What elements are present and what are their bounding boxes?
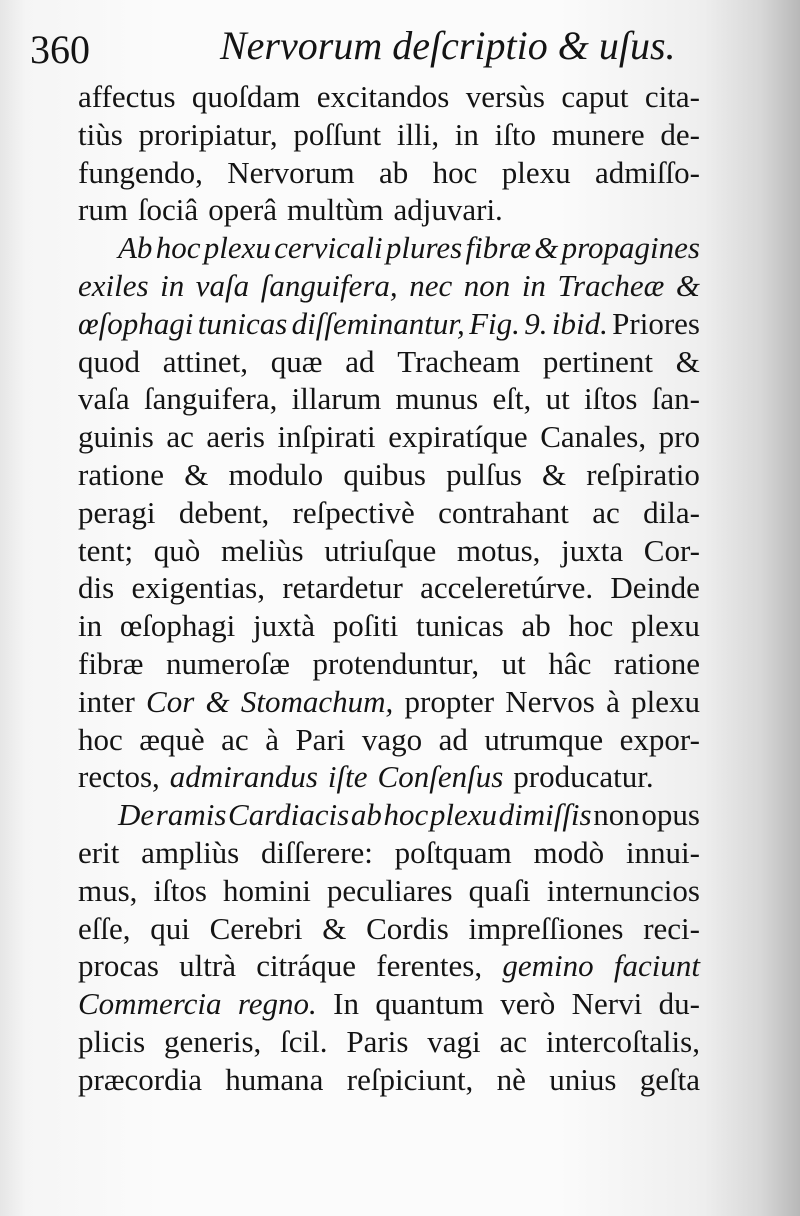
word: multùm	[287, 192, 384, 228]
word: ab	[378, 154, 409, 190]
word: propter	[404, 683, 495, 719]
word: illarum	[291, 381, 382, 417]
word: Pari	[295, 721, 346, 757]
word: ut	[501, 645, 526, 681]
word: motus,	[456, 532, 541, 568]
word: poſſunt	[293, 116, 382, 152]
text-line	[78, 1023, 700, 1061]
italic-word: ramis	[155, 797, 227, 833]
word: homini	[223, 872, 311, 908]
word: intercoſtalis,	[545, 1023, 700, 1059]
text-line	[78, 947, 700, 985]
word: tunicas	[415, 608, 504, 644]
word: reci-	[643, 910, 700, 946]
text-line	[78, 267, 700, 305]
word: quò	[153, 532, 201, 568]
running-title: Nervorum deſcriptio & uſus.	[220, 23, 676, 68]
word: rum	[78, 192, 128, 228]
word: inter	[78, 683, 135, 719]
word: ut	[545, 381, 570, 417]
word: eſſe,	[78, 910, 131, 946]
body-text	[78, 78, 700, 1099]
word: nè	[496, 1061, 526, 1097]
word: plicis	[78, 1023, 146, 1059]
italic-word: 9.	[524, 305, 548, 341]
word: ab	[521, 608, 551, 644]
word: ac	[499, 1023, 528, 1059]
word: expiratíque	[388, 419, 528, 455]
word: contrahant	[438, 494, 569, 530]
word: operâ	[208, 192, 278, 228]
word: admiſſo-	[594, 154, 700, 190]
text-line	[78, 985, 700, 1023]
text-line	[78, 418, 700, 456]
italic-word: in	[521, 267, 546, 303]
text-line	[78, 796, 700, 834]
word: modulo	[228, 456, 324, 492]
word: unius	[549, 1061, 617, 1097]
text-line	[78, 872, 700, 910]
word: illi,	[396, 116, 440, 152]
word: &	[184, 456, 209, 492]
word: producatur.	[513, 759, 654, 795]
word: debent,	[178, 494, 270, 530]
word: ſociâ	[137, 192, 199, 228]
word: juxta	[561, 532, 624, 568]
text-line	[78, 910, 700, 948]
word: ac	[221, 721, 249, 757]
word: aeris	[206, 419, 265, 455]
italic-word: faciunt	[613, 948, 700, 984]
word: generis,	[164, 1023, 262, 1059]
italic-word: tunicas	[197, 305, 288, 341]
word: tiùs	[78, 116, 123, 152]
word: ratione	[613, 645, 700, 681]
word: peculiares	[326, 872, 453, 908]
text-line	[78, 683, 700, 721]
word: Nervi	[571, 986, 643, 1022]
word: cita-	[644, 79, 700, 114]
word: hoc	[78, 721, 123, 757]
word: Nervorum	[227, 154, 355, 190]
word: plexu	[631, 683, 700, 719]
italic-word: &	[205, 683, 230, 719]
word: utrumque	[484, 721, 604, 757]
word: qui	[150, 910, 190, 946]
word: utriuſque	[324, 532, 437, 568]
italic-word: Conſenſus	[377, 759, 504, 795]
word: inſpirati	[277, 419, 376, 455]
word: In	[333, 986, 359, 1022]
word: plexu	[501, 154, 571, 190]
text-line	[78, 191, 700, 229]
word: Canales,	[540, 419, 647, 455]
word: iſto	[494, 116, 536, 152]
word: de-	[660, 116, 700, 152]
word: fibræ	[78, 645, 144, 681]
italic-word: dimiſſis	[498, 797, 592, 833]
word: Priores	[612, 305, 700, 341]
word: reſpiratio	[586, 456, 700, 492]
word: pertinent	[542, 343, 654, 379]
word: Nervos	[505, 683, 595, 719]
word: præcordia	[78, 1061, 202, 1097]
italic-word: iſte	[327, 759, 368, 795]
word: adjuvari.	[393, 192, 503, 228]
word: ſcil.	[280, 1023, 328, 1059]
word: Cerebri	[209, 910, 303, 946]
italic-word: hoc	[383, 797, 429, 833]
word: ad	[345, 343, 375, 379]
italic-word: Stomachum,	[240, 683, 394, 719]
text-line	[78, 154, 700, 192]
italic-word: non	[463, 267, 511, 303]
word: attinet,	[162, 343, 248, 379]
word: æquè	[139, 721, 205, 757]
word: non	[593, 797, 640, 833]
word: ad	[438, 721, 468, 757]
word: Deinde	[610, 570, 700, 606]
word: guinis	[78, 419, 154, 455]
text-line	[78, 229, 700, 267]
word: hâc	[548, 645, 592, 681]
page-number: 360	[30, 27, 90, 72]
word: vagi	[427, 1023, 481, 1059]
word: fungendo,	[78, 154, 203, 190]
italic-word: ibid.	[551, 305, 608, 341]
word: à	[606, 683, 620, 719]
text-line	[78, 1061, 700, 1099]
text-line	[78, 834, 700, 872]
text-line	[78, 116, 700, 154]
italic-word: regno.	[237, 986, 317, 1022]
word: pro	[658, 419, 700, 455]
italic-word: plexu	[429, 797, 497, 833]
italic-word: &	[675, 267, 700, 303]
word: humana	[225, 1061, 324, 1097]
page-gutter-shadow	[0, 0, 26, 1216]
word: eſt,	[492, 381, 532, 417]
word: citráque	[256, 948, 357, 984]
italic-word: Cardiacis	[228, 797, 350, 833]
italic-word: exiles	[78, 267, 149, 303]
italic-word: Fig.	[469, 305, 520, 341]
word: modò	[533, 834, 605, 870]
text-line	[78, 721, 700, 759]
italic-word: Tracheæ	[557, 267, 665, 303]
italic-word: diſſeminantur,	[291, 305, 465, 341]
word: reſpectivè	[292, 494, 415, 530]
word: poſtquam	[394, 834, 512, 870]
word: ac	[166, 419, 194, 455]
text-line	[78, 343, 700, 381]
word: ratione	[78, 456, 165, 492]
word: quod	[78, 343, 140, 379]
italic-word: &	[534, 230, 559, 266]
word: procas	[78, 948, 159, 984]
word: &	[542, 456, 567, 492]
text-line	[78, 456, 700, 494]
word: pulſus	[446, 456, 522, 492]
word: juxtà	[253, 608, 315, 644]
word: quoſdam	[191, 79, 301, 114]
word: ac	[592, 494, 620, 530]
word: meliùs	[220, 532, 304, 568]
text-line	[78, 532, 700, 570]
italic-word: propagines	[561, 230, 700, 266]
word: in	[454, 116, 479, 152]
text-line	[78, 78, 700, 116]
text-line	[78, 305, 700, 343]
word: iſtos	[584, 381, 638, 417]
word: Cor-	[643, 532, 700, 568]
word: Tracheam	[397, 343, 521, 379]
text-line	[78, 494, 700, 532]
italic-word: vaſa	[195, 267, 250, 303]
word: munus	[395, 381, 479, 417]
italic-word: admirandus	[169, 759, 318, 795]
italic-word: nec	[409, 267, 453, 303]
word: opus	[641, 797, 700, 833]
word: œſophagi	[119, 608, 236, 644]
text-line	[78, 607, 700, 645]
italic-word: hoc	[155, 230, 201, 266]
word: du-	[658, 986, 700, 1022]
word: tent;	[78, 532, 134, 568]
word: ultrà	[179, 948, 236, 984]
text-line	[78, 380, 700, 418]
word: proripiatur,	[138, 116, 278, 152]
italic-word: ab	[350, 797, 382, 833]
italic-word: œſophagi	[78, 305, 194, 341]
word: quæ	[270, 343, 323, 379]
word: poſiti	[332, 608, 399, 644]
italic-word: fibræ	[465, 230, 531, 266]
italic-word: ſanguifera,	[260, 267, 398, 303]
word: &	[675, 343, 700, 379]
word: verò	[500, 986, 556, 1022]
word: reſpiciunt,	[346, 1061, 474, 1097]
word: protenduntur,	[312, 645, 480, 681]
word: hoc	[432, 154, 478, 190]
word: versùs	[465, 79, 545, 114]
word: vaſa	[78, 381, 130, 417]
word: diſſerere:	[261, 834, 373, 870]
text-line	[78, 569, 700, 607]
word: munere	[551, 116, 645, 152]
word: expor-	[619, 721, 700, 757]
word: ſanguifera,	[143, 381, 278, 417]
word: iſtos	[153, 872, 207, 908]
word: acceleretúrve.	[420, 570, 594, 606]
word: hoc	[568, 608, 614, 644]
word: plexu	[631, 608, 700, 644]
word: geſta	[639, 1061, 700, 1097]
word: affectus	[78, 79, 176, 114]
word: vago	[361, 721, 423, 757]
italic-word: gemino	[502, 948, 594, 984]
word: dis	[78, 570, 115, 606]
word: impreſſiones	[468, 910, 624, 946]
word: quantum	[375, 986, 484, 1022]
italic-word: cervicali	[274, 230, 383, 266]
italic-word: plexu	[203, 230, 271, 266]
italic-word: Commercia	[78, 986, 222, 1022]
word: Cordis	[366, 910, 449, 946]
word: numeroſæ	[165, 645, 290, 681]
word: ſan-	[651, 381, 700, 417]
text-line	[78, 758, 700, 796]
word: retardetur	[282, 570, 403, 606]
word: quaſi	[468, 872, 531, 908]
word: quibus	[343, 456, 426, 492]
word: dila-	[643, 494, 700, 530]
text-line	[78, 645, 700, 683]
word: innui-	[625, 834, 700, 870]
word: excitandos	[316, 79, 450, 114]
word: ampliùs	[141, 834, 240, 870]
word: exigentias,	[131, 570, 265, 606]
word: internuncios	[546, 872, 700, 908]
word: ferentes,	[376, 948, 483, 984]
page-header	[30, 22, 770, 78]
italic-word: Cor	[146, 683, 195, 719]
italic-word: Ab	[118, 230, 153, 266]
word: caput	[561, 79, 629, 114]
word: Paris	[346, 1023, 409, 1059]
word: rectos,	[78, 759, 160, 795]
word: à	[265, 721, 279, 757]
word: mus,	[78, 872, 138, 908]
italic-word: plures	[385, 230, 463, 266]
italic-word: De	[118, 797, 155, 833]
word: erit	[78, 834, 120, 870]
word: in	[78, 608, 103, 644]
word: &	[322, 910, 347, 946]
italic-word: in	[160, 267, 185, 303]
word: peragi	[78, 494, 156, 530]
